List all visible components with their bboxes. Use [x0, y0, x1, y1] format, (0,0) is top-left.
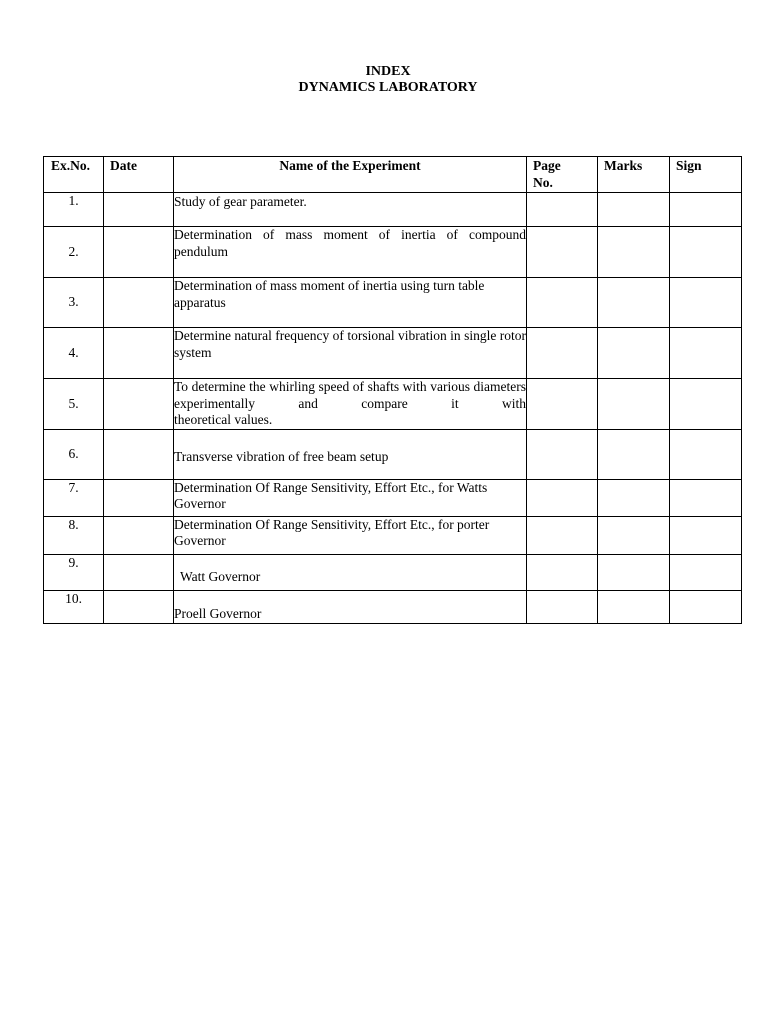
sign-cell — [670, 516, 742, 554]
column-header-exno: Ex.No. — [44, 157, 104, 193]
document-subtitle: DYNAMICS LABORATORY — [298, 80, 478, 95]
table-row — [44, 379, 742, 430]
experiment-name: Proell Governor — [174, 590, 527, 623]
experiment-name: Determination Of Range Sensitivity, Effort Etc., for porter Governor — [174, 516, 527, 554]
column-header-sign: Sign — [670, 157, 742, 193]
document-title: INDEX — [365, 64, 411, 79]
page-no-cell — [527, 554, 598, 590]
marks-cell — [598, 379, 670, 430]
row-number: 6. — [44, 429, 104, 479]
date-cell — [104, 193, 174, 227]
marks-cell — [598, 278, 670, 328]
experiment-name: Determination Of Range Sensitivity, Effort Etc., for Watts Governor — [174, 479, 527, 516]
page-no-cell — [527, 278, 598, 328]
row-number: 1. — [44, 193, 104, 227]
date-cell — [104, 590, 174, 623]
sign-cell — [670, 590, 742, 623]
experiment-name: Watt Governor — [174, 554, 527, 590]
marks-cell — [598, 193, 670, 227]
table-row — [44, 278, 742, 328]
date-cell — [104, 479, 174, 516]
date-cell — [104, 227, 174, 278]
date-cell — [104, 379, 174, 430]
table-header-row — [44, 157, 742, 193]
page-no-cell — [527, 227, 598, 278]
page-no-cell — [527, 429, 598, 479]
sign-cell — [670, 227, 742, 278]
date-cell — [104, 278, 174, 328]
experiment-name: Determine natural frequency of torsional vibration in single rotor system — [174, 328, 527, 379]
row-number: 5. — [44, 379, 104, 430]
experiment-name: Determination of mass moment of inertia using turn table apparatus — [174, 278, 527, 328]
row-number: 8. — [44, 516, 104, 554]
marks-cell — [598, 516, 670, 554]
experiment-name — [174, 227, 527, 278]
sign-cell — [670, 193, 742, 227]
marks-cell — [598, 328, 670, 379]
sign-cell — [670, 328, 742, 379]
experiment-name-line1: Determination of mass moment of inertia of compound — [174, 227, 526, 242]
table-row — [44, 479, 742, 516]
date-cell — [104, 328, 174, 379]
column-header-marks: Marks — [598, 157, 670, 193]
table-row — [44, 429, 742, 479]
date-cell — [104, 429, 174, 479]
experiment-name-line2: pendulum — [174, 243, 228, 259]
sign-cell — [670, 278, 742, 328]
experiment-name-line2: theoretical values. — [174, 412, 273, 427]
page-no-cell — [527, 379, 598, 430]
date-cell — [104, 554, 174, 590]
column-header-name: Name of the Experiment — [174, 157, 527, 193]
column-header-page-line1: Page — [533, 158, 561, 173]
marks-cell — [598, 227, 670, 278]
page-no-cell — [527, 328, 598, 379]
table-row — [44, 554, 742, 590]
page-no-cell — [527, 479, 598, 516]
sign-cell — [670, 379, 742, 430]
sign-cell — [670, 479, 742, 516]
row-number: 2. — [44, 227, 104, 278]
column-header-date: Date — [104, 157, 174, 193]
page-no-cell — [527, 193, 598, 227]
marks-cell — [598, 429, 670, 479]
table-row — [44, 227, 742, 278]
page-no-cell — [527, 516, 598, 554]
table-row — [44, 328, 742, 379]
sign-cell — [670, 554, 742, 590]
experiment-name-line1: To determine the whirling speed of shafts with various diameters experimentally and compare it with — [174, 379, 526, 411]
marks-cell — [598, 554, 670, 590]
marks-cell — [598, 479, 670, 516]
row-number: 7. — [44, 479, 104, 516]
experiment-name: Transverse vibration of free beam setup — [174, 429, 527, 479]
row-number: 4. — [44, 328, 104, 379]
sign-cell — [670, 429, 742, 479]
page-no-cell — [527, 590, 598, 623]
table-row — [44, 193, 742, 227]
date-cell — [104, 516, 174, 554]
table-row — [44, 590, 742, 623]
experiment-name — [174, 379, 527, 430]
experiment-index-table — [43, 156, 742, 624]
column-header-page-line2: No. — [533, 174, 553, 190]
marks-cell — [598, 590, 670, 623]
experiment-name: Study of gear parameter. — [174, 193, 527, 227]
table-row — [44, 516, 742, 554]
column-header-page — [527, 157, 598, 193]
row-number: 3. — [44, 278, 104, 328]
row-number: 10. — [44, 590, 104, 623]
row-number: 9. — [44, 554, 104, 590]
